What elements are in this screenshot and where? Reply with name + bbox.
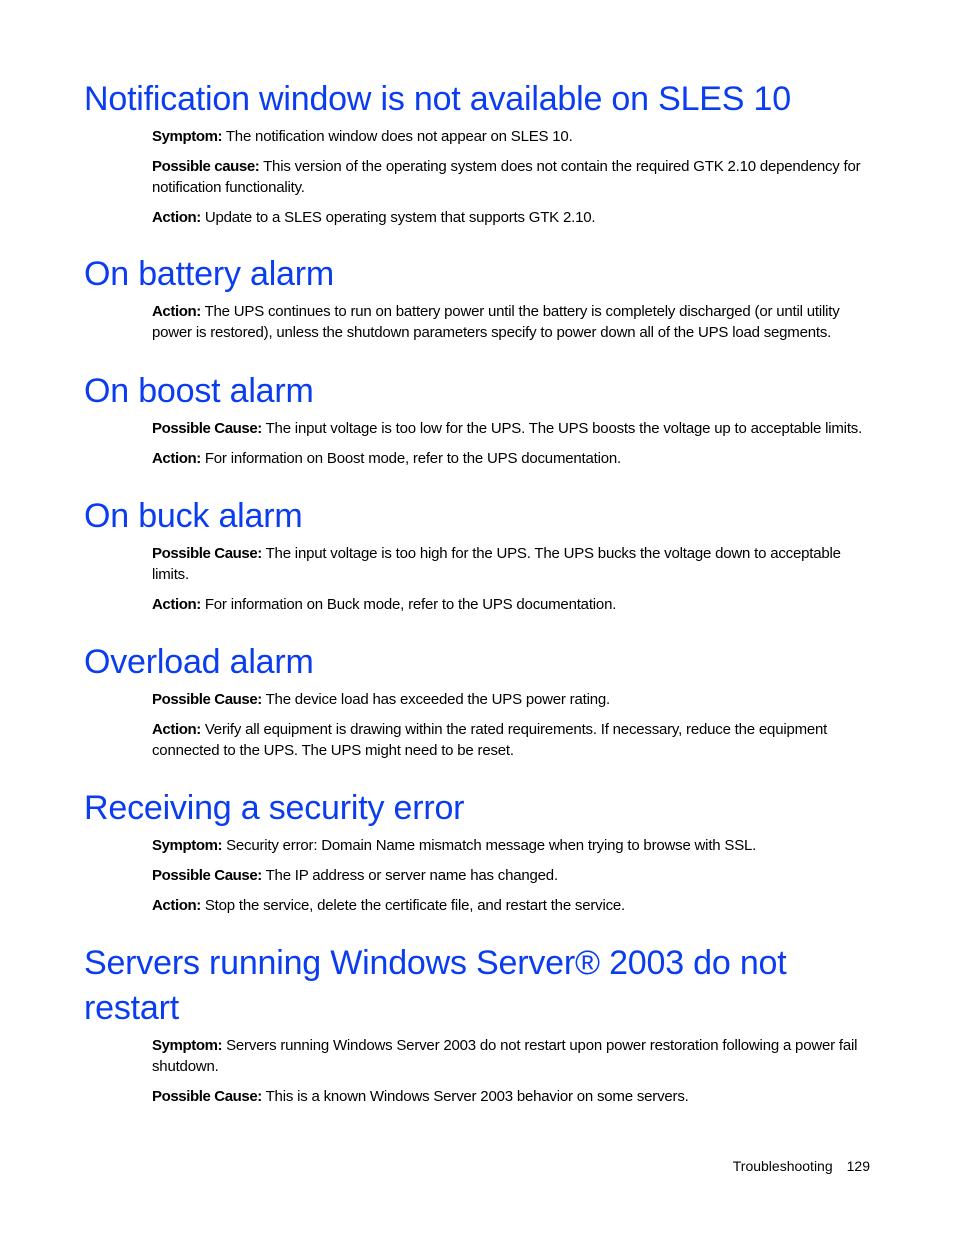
paragraph-label: Possible Cause: [152,867,262,884]
section-on-battery-alarm [84,252,884,352]
paragraph-text: Stop the service, delete the certificate file, and restart the service. [204,897,626,914]
paragraph-label: Action: [152,303,201,320]
section-body [84,831,884,916]
section-heading: On battery alarm [84,255,335,293]
symptom-paragraph [152,1035,870,1077]
paragraph-text: For information on Buck mode, refer to the UPS documentation. [204,596,617,613]
possible-cause-paragraph [152,689,870,710]
paragraph-text: The device load has exceeded the UPS power rating. [265,691,610,708]
page-footer [733,1156,870,1176]
paragraph-text: The UPS continues to run on battery power until the battery is completely discharged (or until utility power is restored), unless the shutdown parameters specify to power down all of the UPS load segments. [152,303,840,341]
paragraph-label: Action: [152,209,201,226]
action-paragraph [152,207,870,228]
paragraph-text: Security error: Domain Name mismatch message when trying to browse with SSL. [226,837,757,854]
paragraph-label: Possible Cause: [152,1088,262,1105]
page-number: 129 [846,1158,870,1174]
section-heading: Notification window is not available on SLES 10 [84,80,791,118]
section-body [84,1031,884,1107]
symptom-paragraph [152,835,870,856]
section-windows-server-restart [84,941,884,1116]
paragraph-label: Action: [152,897,201,914]
paragraph-text: This version of the operating system does not contain the required GTK 2.10 dependency for notification functionality. [152,158,861,196]
section-heading: Servers running Windows Server® 2003 do not restart [84,944,787,1027]
section-heading: On buck alarm [84,497,303,535]
footer-section-name: Troubleshooting [732,1158,833,1174]
action-paragraph [152,895,870,916]
action-paragraph [152,448,870,469]
paragraph-text: The input voltage is too high for the UPS. The UPS bucks the voltage down to acceptable limits. [152,545,841,583]
possible-cause-paragraph [152,1086,870,1107]
paragraph-text: Servers running Windows Server 2003 do not restart upon power restoration following a power fail shutdown. [152,1037,858,1075]
paragraph-label: Action: [152,596,201,613]
possible-cause-paragraph [152,418,870,439]
section-heading: On boost alarm [84,372,314,410]
possible-cause-paragraph [152,156,870,198]
paragraph-label: Possible Cause: [152,691,262,708]
action-paragraph [152,301,870,343]
paragraph-label: Action: [152,450,201,467]
section-heading: Receiving a security error [84,789,465,827]
paragraph-text: The input voltage is too low for the UPS. The UPS boosts the voltage up to acceptable limits. [265,420,863,437]
possible-cause-paragraph [152,543,870,585]
section-on-buck-alarm [84,494,884,624]
possible-cause-paragraph [152,865,870,886]
section-overload-alarm [84,640,884,770]
paragraph-text: Update to a SLES operating system that supports GTK 2.10. [204,209,596,226]
paragraph-label: Possible Cause: [152,545,262,562]
paragraph-text: The notification window does not appear on SLES 10. [225,128,573,145]
paragraph-text: The IP address or server name has changed. [265,867,558,884]
section-body [84,539,884,615]
paragraph-label: Symptom: [152,1037,223,1054]
paragraph-label: Symptom: [152,837,223,854]
section-heading: Overload alarm [84,643,314,681]
action-paragraph [152,594,870,615]
paragraph-label: Action: [152,721,201,738]
paragraph-label: Symptom: [152,128,223,145]
section-body [84,297,884,343]
section-security-error [84,786,884,925]
paragraph-label: Possible Cause: [152,420,262,437]
section-body [84,122,884,228]
action-paragraph [152,719,870,761]
section-on-boost-alarm [84,369,884,478]
section-body [84,685,884,761]
paragraph-text: Verify all equipment is drawing within the rated requirements. If necessary, reduce the equipment connected to the UPS. The UPS might need to be reset. [152,721,828,759]
section-sles-notification [84,77,884,237]
paragraph-text: For information on Boost mode, refer to the UPS documentation. [204,450,621,467]
section-body [84,414,884,469]
paragraph-text: This is a known Windows Server 2003 behavior on some servers. [265,1088,689,1105]
paragraph-label: Possible cause: [152,158,260,175]
symptom-paragraph [152,126,870,147]
